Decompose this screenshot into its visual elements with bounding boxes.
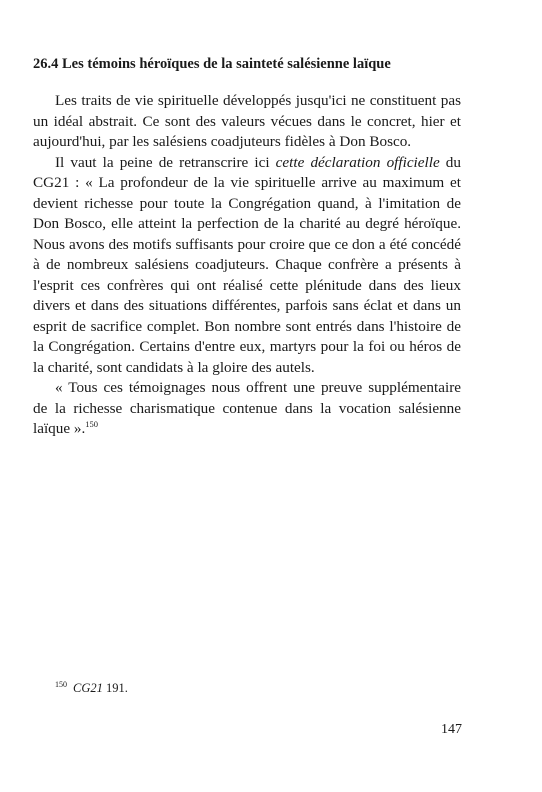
footnote-number: 150 — [55, 679, 67, 689]
body-text — [33, 91, 461, 440]
paragraph-1: Les traits de vie spirituelle développés jusqu'ici ne constituent pas un idéal abstrait. Ce sont des valeurs vécues dans le concret, hier et aujourd'hui, par les salésiens coadjuteurs fidèles à Don Bosco. — [33, 92, 461, 150]
footnote-text: 191. — [102, 681, 128, 695]
paragraph-3-quote: « Tous ces témoignages nous offrent une preuve supplémentaire de la richesse charismatique contenue dans la vocation salésienne laïque ». — [33, 379, 461, 437]
section-heading: 26.4 Les témoins héroïques de la sainteté salésienne laïque — [33, 56, 391, 72]
paragraph-2-emphasis: cette déclaration officielle — [275, 153, 440, 171]
paragraph-2-quote: du CG21 : « La profondeur de la vie spirituelle arrive au maximum et devient richesse pour toute la Congrégation quand, à l'imitation de Don Bosco, elle atteint la perfection de la charité au degré héroïque. Nous avons des motifs suffisants pour croire que ce don a été concédé à de nombreux salésiens coadjuteurs. Chaque confrère a présents à l'esprit ces confrères qui ont réalisé cette plénitude dans des lieux divers et dans des situations différentes, parfois sans éclat et dans un esprit de sacrifice complet. Bon nombre sont entrés dans l'histoire de la Congrégation. Certains d'entre eux, martyrs pour la foi ou héros de la charité, sont candidats à la gloire des autels. — [33, 153, 461, 376]
paragraph-2-intro: Il vaut la peine de retranscrire ici — [55, 153, 276, 171]
footnote-reference[interactable]: 150 — [85, 418, 99, 429]
page-number: 147 — [441, 722, 462, 737]
footnote — [55, 681, 128, 696]
paragraph-3 — [33, 378, 461, 440]
paragraph-2 — [33, 153, 461, 379]
footnote-source: CG21 — [73, 681, 103, 695]
